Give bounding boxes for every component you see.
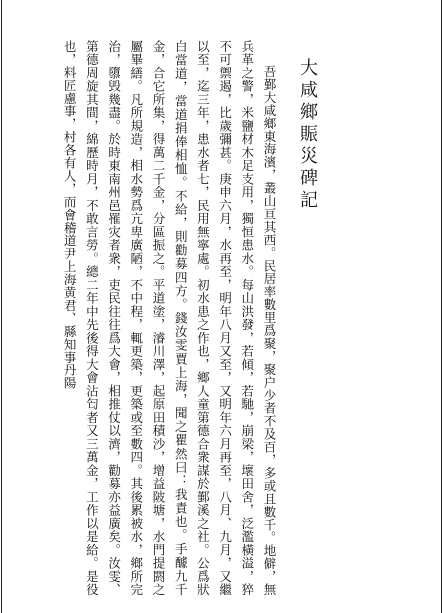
right-border-line (441, 0, 442, 613)
document-title: 大咸鄉賑災碑記 (297, 58, 318, 212)
left-border-line (1, 0, 2, 613)
document-body-text: 吾鄞大咸鄉東海濱，叢山亘其西。民居率數里爲聚，聚户少者不及百，多或且數千。地僻，無兵革之警，米鹽材木足支用，獨恒患水。每山洪發，若傾，若馳，崩梁，壞田舍，泛濫橫溢，猝不可禦遏，比歲彌甚。庚申六月，水再至，明年八月又至，又明年六月再至，八月、九月，又繼以至，迄三年，患水者七，民用無寧處。初水患之作也，鄉人童第德合衆謀於鄞溪之社。公爲狀白當道，當道捐俸相恤。不給，則勸募四方。錢汝雯賈上海，聞之瞿然曰：我責也。手醵九千金，合它所集，得萬二千金，分區振之。平道塗，濬川澤，起原田積沙，增益陂塘，水門提閼之屬畢繕。凡所規造，相水勢爲亢卑廣陋，不中程，輒更築，更築或至數四。其後累被水，鄉所完治，隳毁幾盡。於時東南州邑罹灾者衆，吏民往往爲大會，相推仗以濟，勸募亦益廣矣。汝雯、第德周旋其間，綿歷時月，不敢言勞。總二年中先後得大會沾匄者又三萬金，工作以是給。是役也，料匠慮事，村各有人，而會稽道尹上海黄君、縣知事丹陽 (62, 40, 277, 596)
